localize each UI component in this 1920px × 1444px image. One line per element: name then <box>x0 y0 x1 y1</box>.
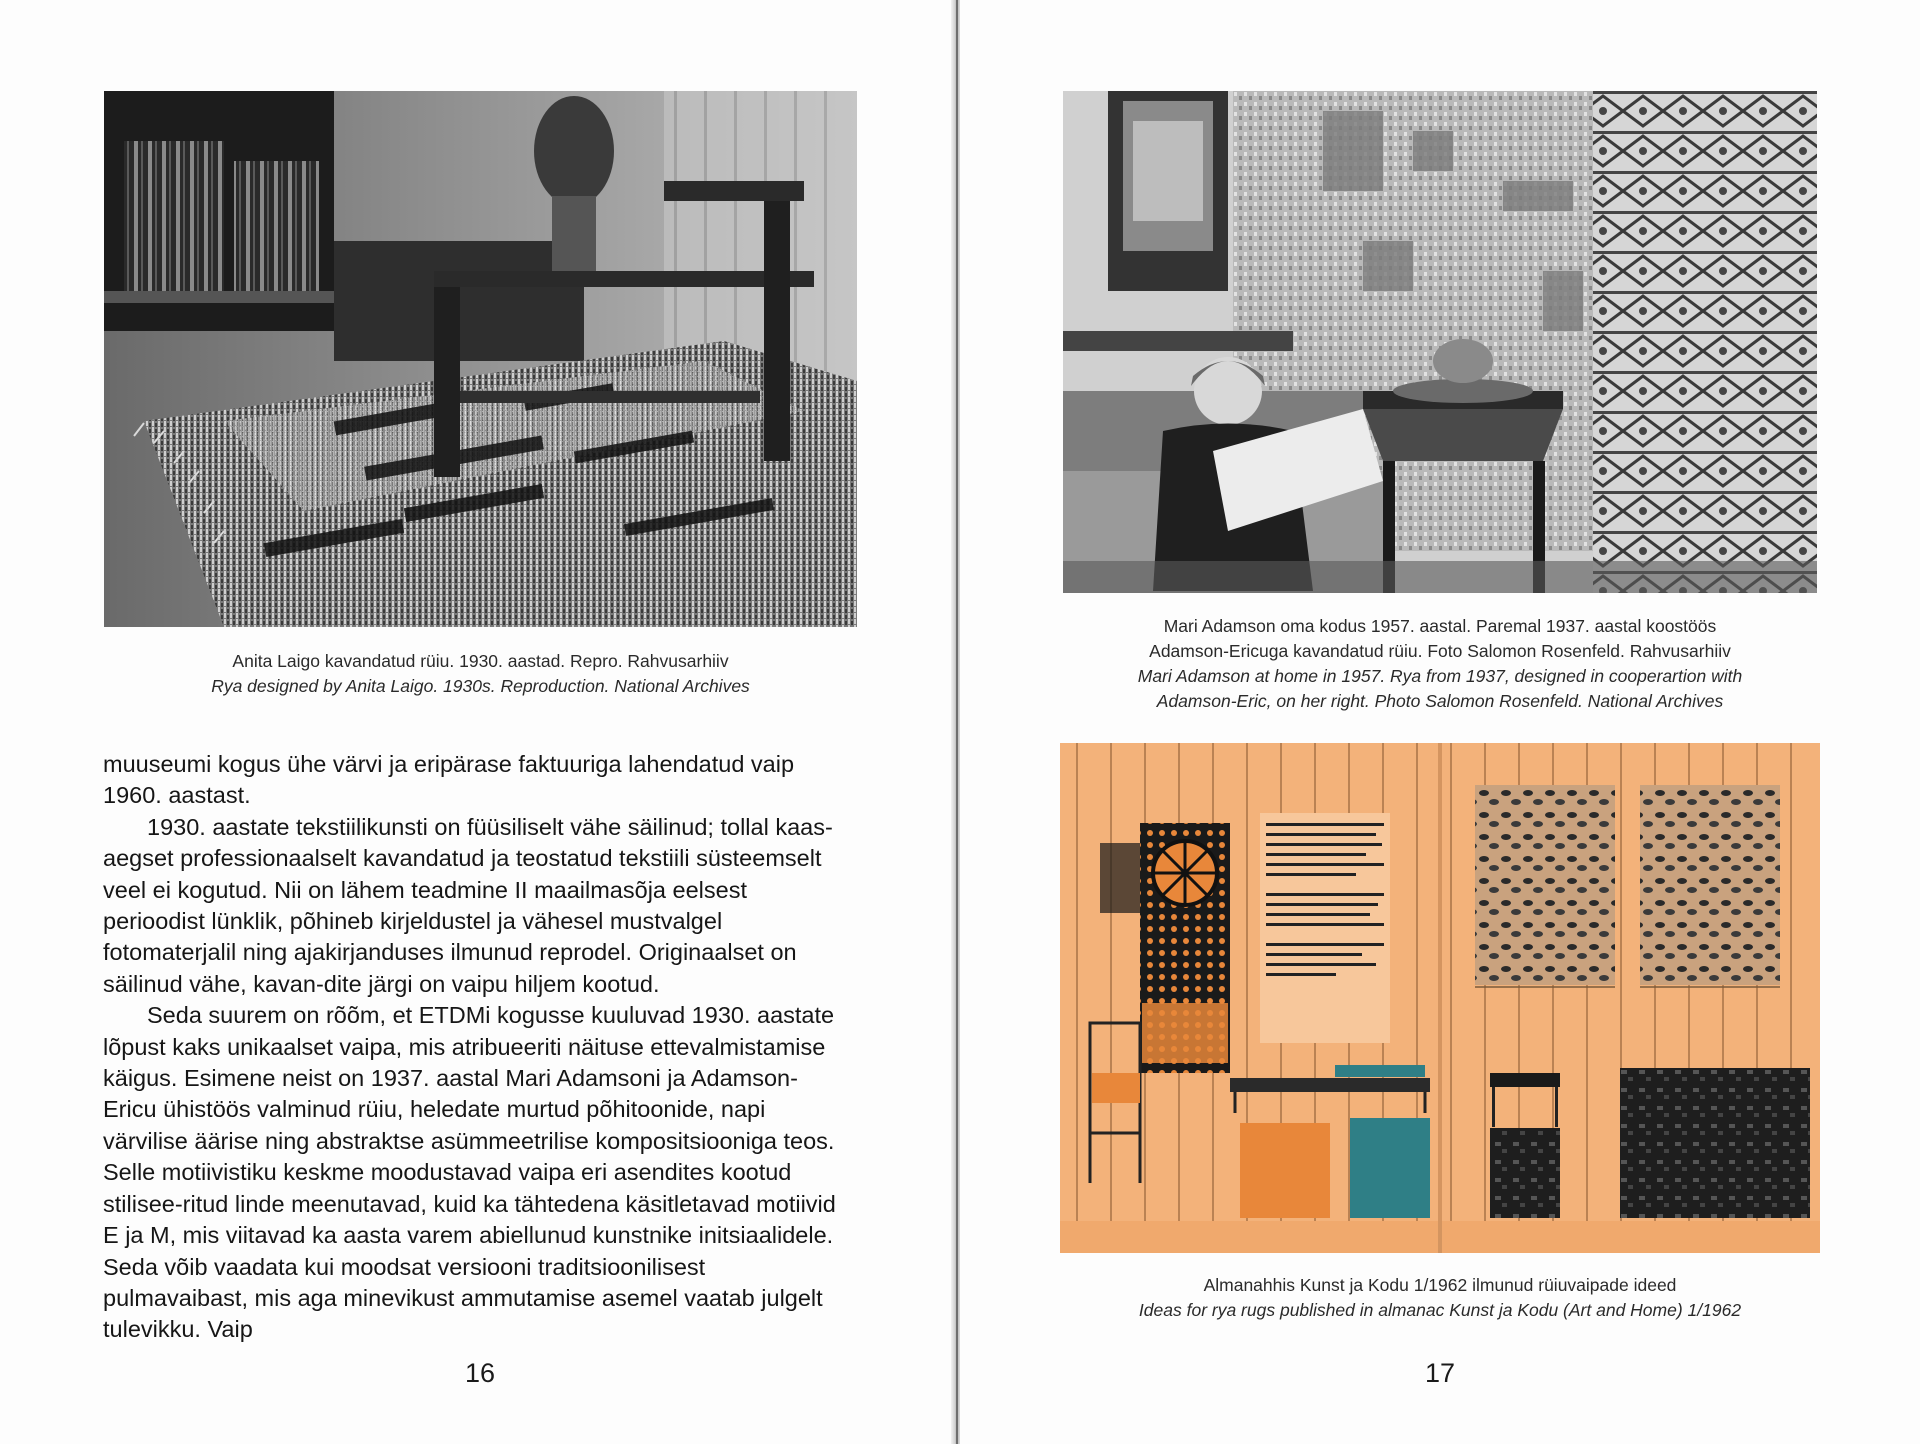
right-page <box>960 0 1920 1444</box>
body-text <box>103 749 848 1346</box>
caption-english-line1: Mari Adamson at home in 1957. Rya from 1937, designed in cooperartion with <box>1137 666 1743 686</box>
mari-adamson-photo <box>1063 91 1817 593</box>
figure-caption-top <box>1063 614 1817 714</box>
left-page <box>0 0 954 1444</box>
paragraph-continuation: muuseumi kogus ühe värvi ja eripärase faktuuriga lahendatud vaip 1960. aastast. <box>103 751 795 809</box>
caption-estonian: Almanahhis Kunst ja Kodu 1/1962 ilmunud rüiuvaipade ideed <box>1203 1275 1677 1295</box>
caption-estonian: Anita Laigo kavandatud rüiu. 1930. aastad. Repro. Rahvusarhiiv <box>232 651 729 671</box>
page-number-left: 16 <box>464 1358 496 1388</box>
paragraph: Seda suurem on rõõm, et ETDMi kogusse kuuluvad 1930. aastate lõpust kaks unikaalset vaipa, mis atribueeriti näituse ettevalmistamise käigus. Esimene neist on 1937. aastal Mari Adamsoni ja Adamson-Ericu ühistöös valminud rüiu, heledate murtud põhitoonide, napi värvilise äärise ning abstraktse asümmeetrilise kompositsiooniga teos. Selle motiivistiku keskme moodustavad vaipa eri asendites kootud stilisee-ritud linde meenutavad, kuid ka tähtedena käsitletavad motiivid E ja M, mis viitavad ka aasta varem abiellunud kunstnike initsiaalidele. Seda võib vaadata kui moodsat versiooni traditsioonilisest pulmavaibast, mis aga minevikust ammutamise asemel vaatab julgelt tulevikku. Vaip <box>103 1002 836 1343</box>
page-number-right: 17 <box>1424 1358 1456 1388</box>
gutter-line <box>956 0 958 1444</box>
figure-caption-left <box>104 649 857 699</box>
rya-rug-photo <box>104 91 857 627</box>
kunst-ja-kodu-illustration <box>1060 743 1820 1253</box>
caption-estonian-line2: Adamson-Ericuga kavandatud rüiu. Foto Salomon Rosenfeld. Rahvusarhiiv <box>1149 641 1731 661</box>
caption-estonian-line1: Mari Adamson oma kodus 1957. aastal. Paremal 1937. aastal koostöös <box>1163 616 1717 636</box>
caption-english: Ideas for rya rugs published in almanac Kunst ja Kodu (Art and Home) 1/1962 <box>1138 1300 1742 1320</box>
figure-caption-bottom <box>1060 1273 1820 1323</box>
caption-english: Rya designed by Anita Laigo. 1930s. Reproduction. National Archives <box>211 676 750 696</box>
paragraph: 1930. aastate tekstiilikunsti on füüsiliselt vähe säilinud; tollal kaas-aegset professionaalselt kavandatud ja teostatud tekstiili süsteemselt veel ei kogutud. Nii on lähem teadmine II maailmasõja eelsest perioodist lünklik, põhineb kirjeldustel ja vähesel mustvalgel fotomaterjalil ning ajakirjanduses ilmunud reprodel. Originaalset on säilinud vähe, kavan-dite järgi on vaipu hiljem kootud. <box>103 813 833 997</box>
caption-english-line2: Adamson-Eric, on her right. Photo Salomon Rosenfeld. National Archives <box>1156 691 1724 711</box>
